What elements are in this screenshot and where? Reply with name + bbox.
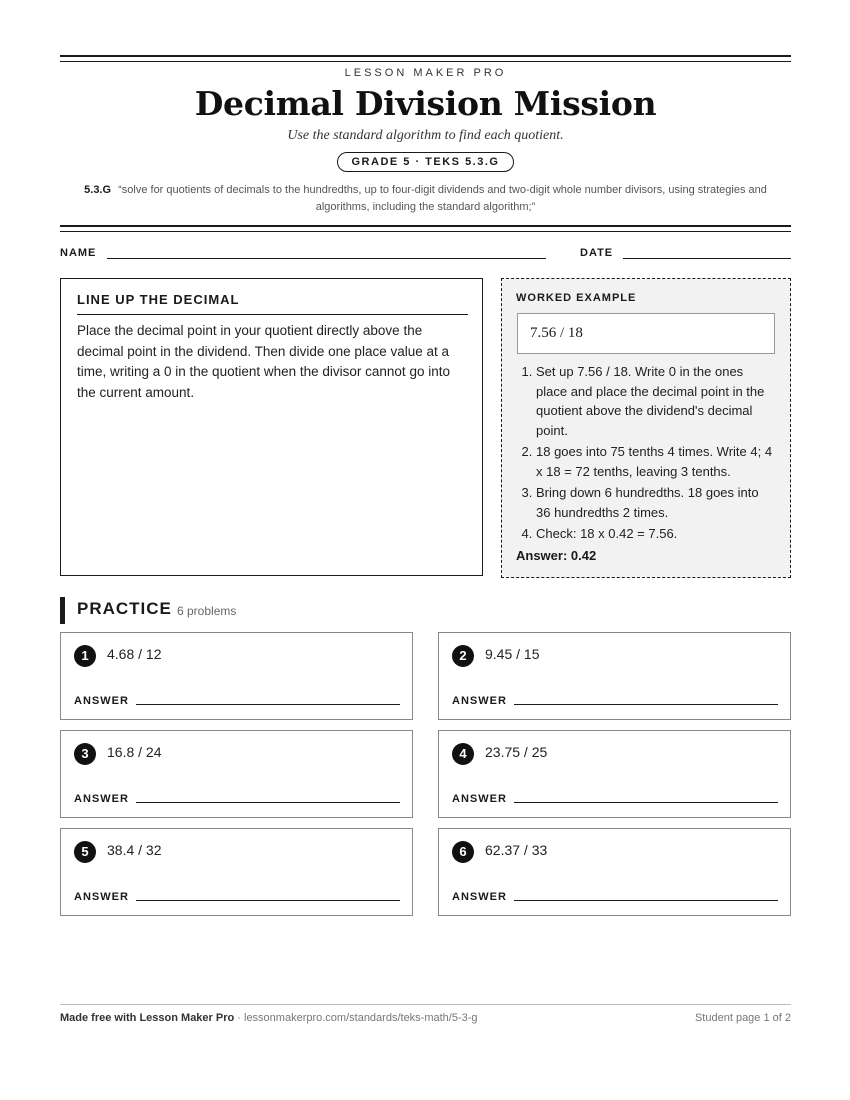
grade-badge: GRADE 5 · TEKS 5.3.G (337, 152, 515, 172)
answer-label: ANSWER (452, 793, 507, 805)
problem-number-badge: 6 (452, 841, 474, 863)
problem-number-badge: 5 (74, 841, 96, 863)
practice-title: PRACTICE (77, 599, 172, 618)
practice-problem-5 (60, 828, 413, 916)
grade-badge-wrap (60, 152, 791, 172)
standard-text: “solve for quotients of decimals to the hundredths, up to four-digit dividends and two-digit whole number divisors, using strategies and algorithms, including the standard algorithm;” (118, 184, 767, 213)
worksheet-subtitle: Use the standard algorithm to find each quotient. (287, 128, 564, 143)
brand-label: LESSON MAKER PRO (344, 67, 507, 79)
top-double-rule (60, 55, 791, 62)
answer-label: ANSWER (74, 793, 129, 805)
practice-problem-1 (60, 632, 413, 720)
problem-expression: 23.75 / 25 (485, 744, 548, 760)
concept-body: Place the decimal point in your quotient directly above the decimal point in the dividend. Then divide one place value at a time, writing a 0 in the quotient when the divisor cannot go into the current amount. (77, 323, 450, 400)
worked-example-answer: Answer: 0.42 (516, 548, 597, 563)
concept-divider (77, 314, 468, 315)
date-field[interactable] (623, 258, 791, 259)
answer-label: ANSWER (74, 891, 129, 903)
practice-count: 6 problems (177, 604, 237, 618)
standard-code: 5.3.G (84, 184, 112, 196)
practice-problem-3 (60, 730, 413, 818)
standard-statement (70, 182, 781, 216)
worked-example-label: WORKED EXAMPLE (516, 292, 637, 304)
problem-expression: 9.45 / 15 (485, 646, 540, 662)
problem-expression: 38.4 / 32 (107, 842, 162, 858)
practice-problem-4 (438, 730, 791, 818)
practice-problem-2 (438, 632, 791, 720)
practice-problem-6 (438, 828, 791, 916)
answer-field-5[interactable] (136, 900, 400, 901)
concept-card (60, 278, 483, 576)
answer-label: ANSWER (74, 695, 129, 707)
problem-expression: 16.8 / 24 (107, 744, 162, 760)
answer-field-3[interactable] (136, 802, 400, 803)
worked-step: 3. Bring down 6 hundredths. 18 goes into 36 hundredths 2 times. (536, 483, 776, 522)
problem-number-badge: 4 (452, 743, 474, 765)
answer-label: ANSWER (452, 695, 507, 707)
header-bottom-rule (60, 225, 791, 232)
worked-example-card (501, 278, 791, 578)
worksheet-title: Decimal Division Mission (194, 84, 657, 123)
answer-field-4[interactable] (514, 802, 778, 803)
footer-made-with: Made free with Lesson Maker Pro (60, 1012, 235, 1024)
worked-step: 1. Set up 7.56 / 18. Write 0 in the ones place and place the decimal point in the quotient above the dividend's decimal point. (536, 362, 776, 440)
problem-expression: 62.37 / 33 (485, 842, 548, 858)
worksheet-page (60, 0, 791, 1100)
problem-number-badge: 3 (74, 743, 96, 765)
footer-credit (60, 1012, 478, 1024)
worked-example-steps (516, 362, 776, 546)
answer-field-1[interactable] (136, 704, 400, 705)
footer-page-number: Student page 1 of 2 (694, 1012, 791, 1024)
footer-divider (60, 1004, 791, 1005)
answer-field-6[interactable] (514, 900, 778, 901)
answer-field-2[interactable] (514, 704, 778, 705)
worked-example-problem: 7.56 / 18 (517, 313, 775, 354)
problem-expression: 4.68 / 12 (107, 646, 162, 662)
practice-accent-bar (60, 597, 65, 624)
concept-heading: LINE UP THE DECIMAL (77, 292, 240, 307)
worked-step: 2. 18 goes into 75 tenths 4 times. Write 4; 4 x 18 = 72 tenths, leaving 3 tenths. (536, 442, 776, 481)
name-label: NAME (60, 247, 97, 259)
worked-step: 4. Check: 18 x 0.42 = 7.56. (536, 524, 776, 544)
problem-number-badge: 1 (74, 645, 96, 667)
answer-label: ANSWER (452, 891, 507, 903)
date-label: DATE (580, 247, 614, 259)
name-field[interactable] (107, 258, 546, 259)
footer-url[interactable]: · lessonmakerpro.com/standards/teks-math/5-3-g (234, 1012, 478, 1024)
problem-number-badge: 2 (452, 645, 474, 667)
